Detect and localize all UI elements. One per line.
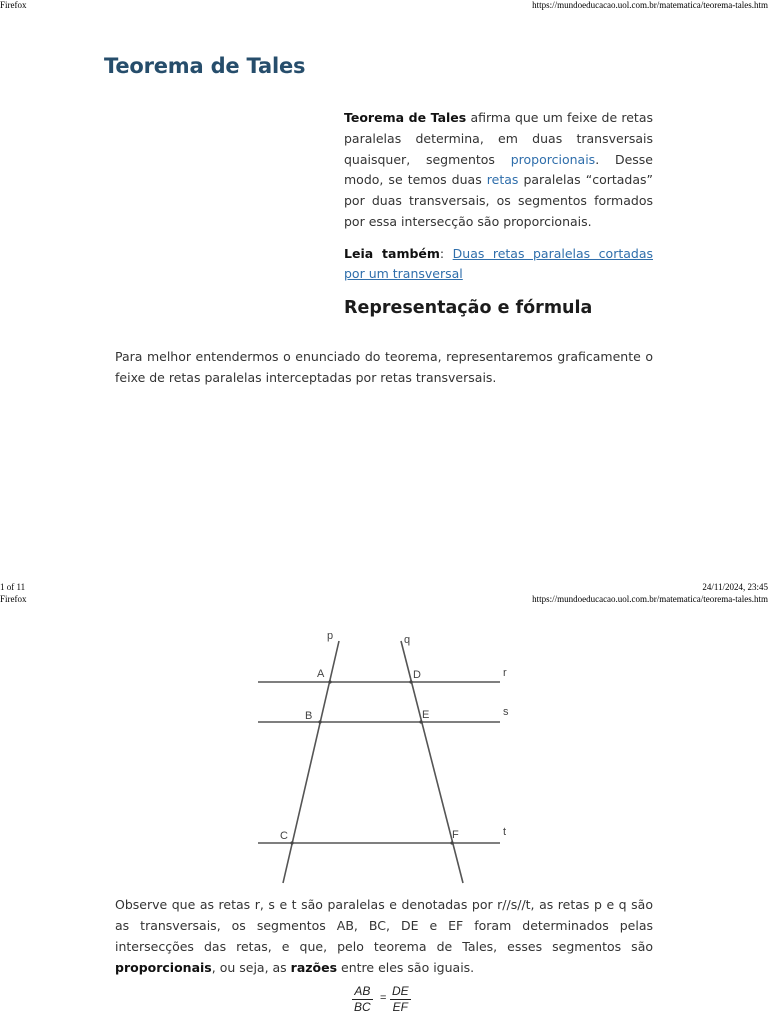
intro-bold: Teorema de Tales <box>344 110 467 125</box>
print-header <box>0 0 768 12</box>
leia-label: Leia também <box>344 246 440 261</box>
denominator-bc: BC <box>354 1000 371 1014</box>
point-F <box>450 841 453 844</box>
label-t: t <box>503 826 507 838</box>
browser-name: Firefox <box>0 0 27 10</box>
section-heading: Representação e fórmula <box>344 298 593 318</box>
page-title: Teorema de Tales <box>104 54 306 78</box>
fraction-de-ef <box>390 984 411 1015</box>
obs-bold-razoes: razões <box>290 960 338 975</box>
obs-bold-proporcionais: proporcionais <box>115 960 212 975</box>
denominator-ef: EF <box>392 1000 408 1014</box>
point-B <box>318 720 321 723</box>
print-header-page-2 <box>0 594 768 606</box>
label-s: s <box>503 706 509 718</box>
obs-text-2: , ou seja, as <box>211 960 291 975</box>
tales-diagram <box>250 625 520 887</box>
numerator-de: DE <box>392 984 409 998</box>
point-A <box>328 680 331 683</box>
intro-text-1: afirma que um feixe de retas paralelas determina, em duas transversais quaisquer, segmentos <box>344 110 654 167</box>
obs-text-1: Observe que as retas r, s e t são paralelas e denotadas por r//s//t, as retas p e q são as transversais, os segmentos AB, BC, DE e EF foram determinados pelas intersecções das retas, e que, pelo teorema de Tales, esses segmentos são <box>115 897 653 954</box>
intro-paragraph <box>344 108 653 233</box>
label-r: r <box>503 667 507 679</box>
label-F: F <box>452 829 459 841</box>
intro-text-2: . Desse modo, se temos duas <box>344 151 653 188</box>
point-C <box>290 841 293 844</box>
label-p: p <box>327 630 334 642</box>
label-B: B <box>305 710 313 722</box>
label-A: A <box>317 668 325 680</box>
intro-text-3: paralelas “cortadas” por duas transversais, os segmentos formados por essa intersecção são proporcionais. <box>344 172 653 229</box>
page-count: 1 of 11 <box>0 582 26 592</box>
observation-paragraph <box>115 894 653 978</box>
label-C: C <box>280 830 288 842</box>
leia-sep: : <box>439 246 453 261</box>
browser-name: Firefox <box>0 594 27 604</box>
link-retas[interactable]: retas <box>486 172 519 188</box>
page-url: https://mundoeducacao.uol.com.br/matematica/teorema-tales.htm <box>532 0 768 10</box>
print-datetime: 24/11/2024, 23:45 <box>702 582 768 592</box>
numerator-ab: AB <box>352 984 373 1000</box>
link-proporcionais[interactable]: proporcionais <box>510 151 596 167</box>
explanation-paragraph: Para melhor entendermos o enunciado do teorema, representaremos graficamente o feixe de retas paralelas interceptadas por retas transversais. <box>115 349 653 385</box>
leia-tambem-link[interactable]: Duas retas paralelas cortadas por um transversal <box>344 246 653 281</box>
label-D: D <box>413 669 421 681</box>
line-q <box>401 641 463 883</box>
fraction-ab-bc <box>352 984 373 1015</box>
label-q: q <box>404 634 411 646</box>
print-footer <box>0 582 768 594</box>
leia-tambem <box>344 244 653 284</box>
obs-text-3: entre eles são iguais. <box>337 960 475 975</box>
page-url: https://mundoeducacao.uol.com.br/matematica/teorema-tales.htm <box>532 594 768 604</box>
proportion-formula <box>350 984 430 1022</box>
equals-sign: = <box>380 992 387 1004</box>
label-E: E <box>422 709 430 721</box>
line-p <box>283 641 339 883</box>
